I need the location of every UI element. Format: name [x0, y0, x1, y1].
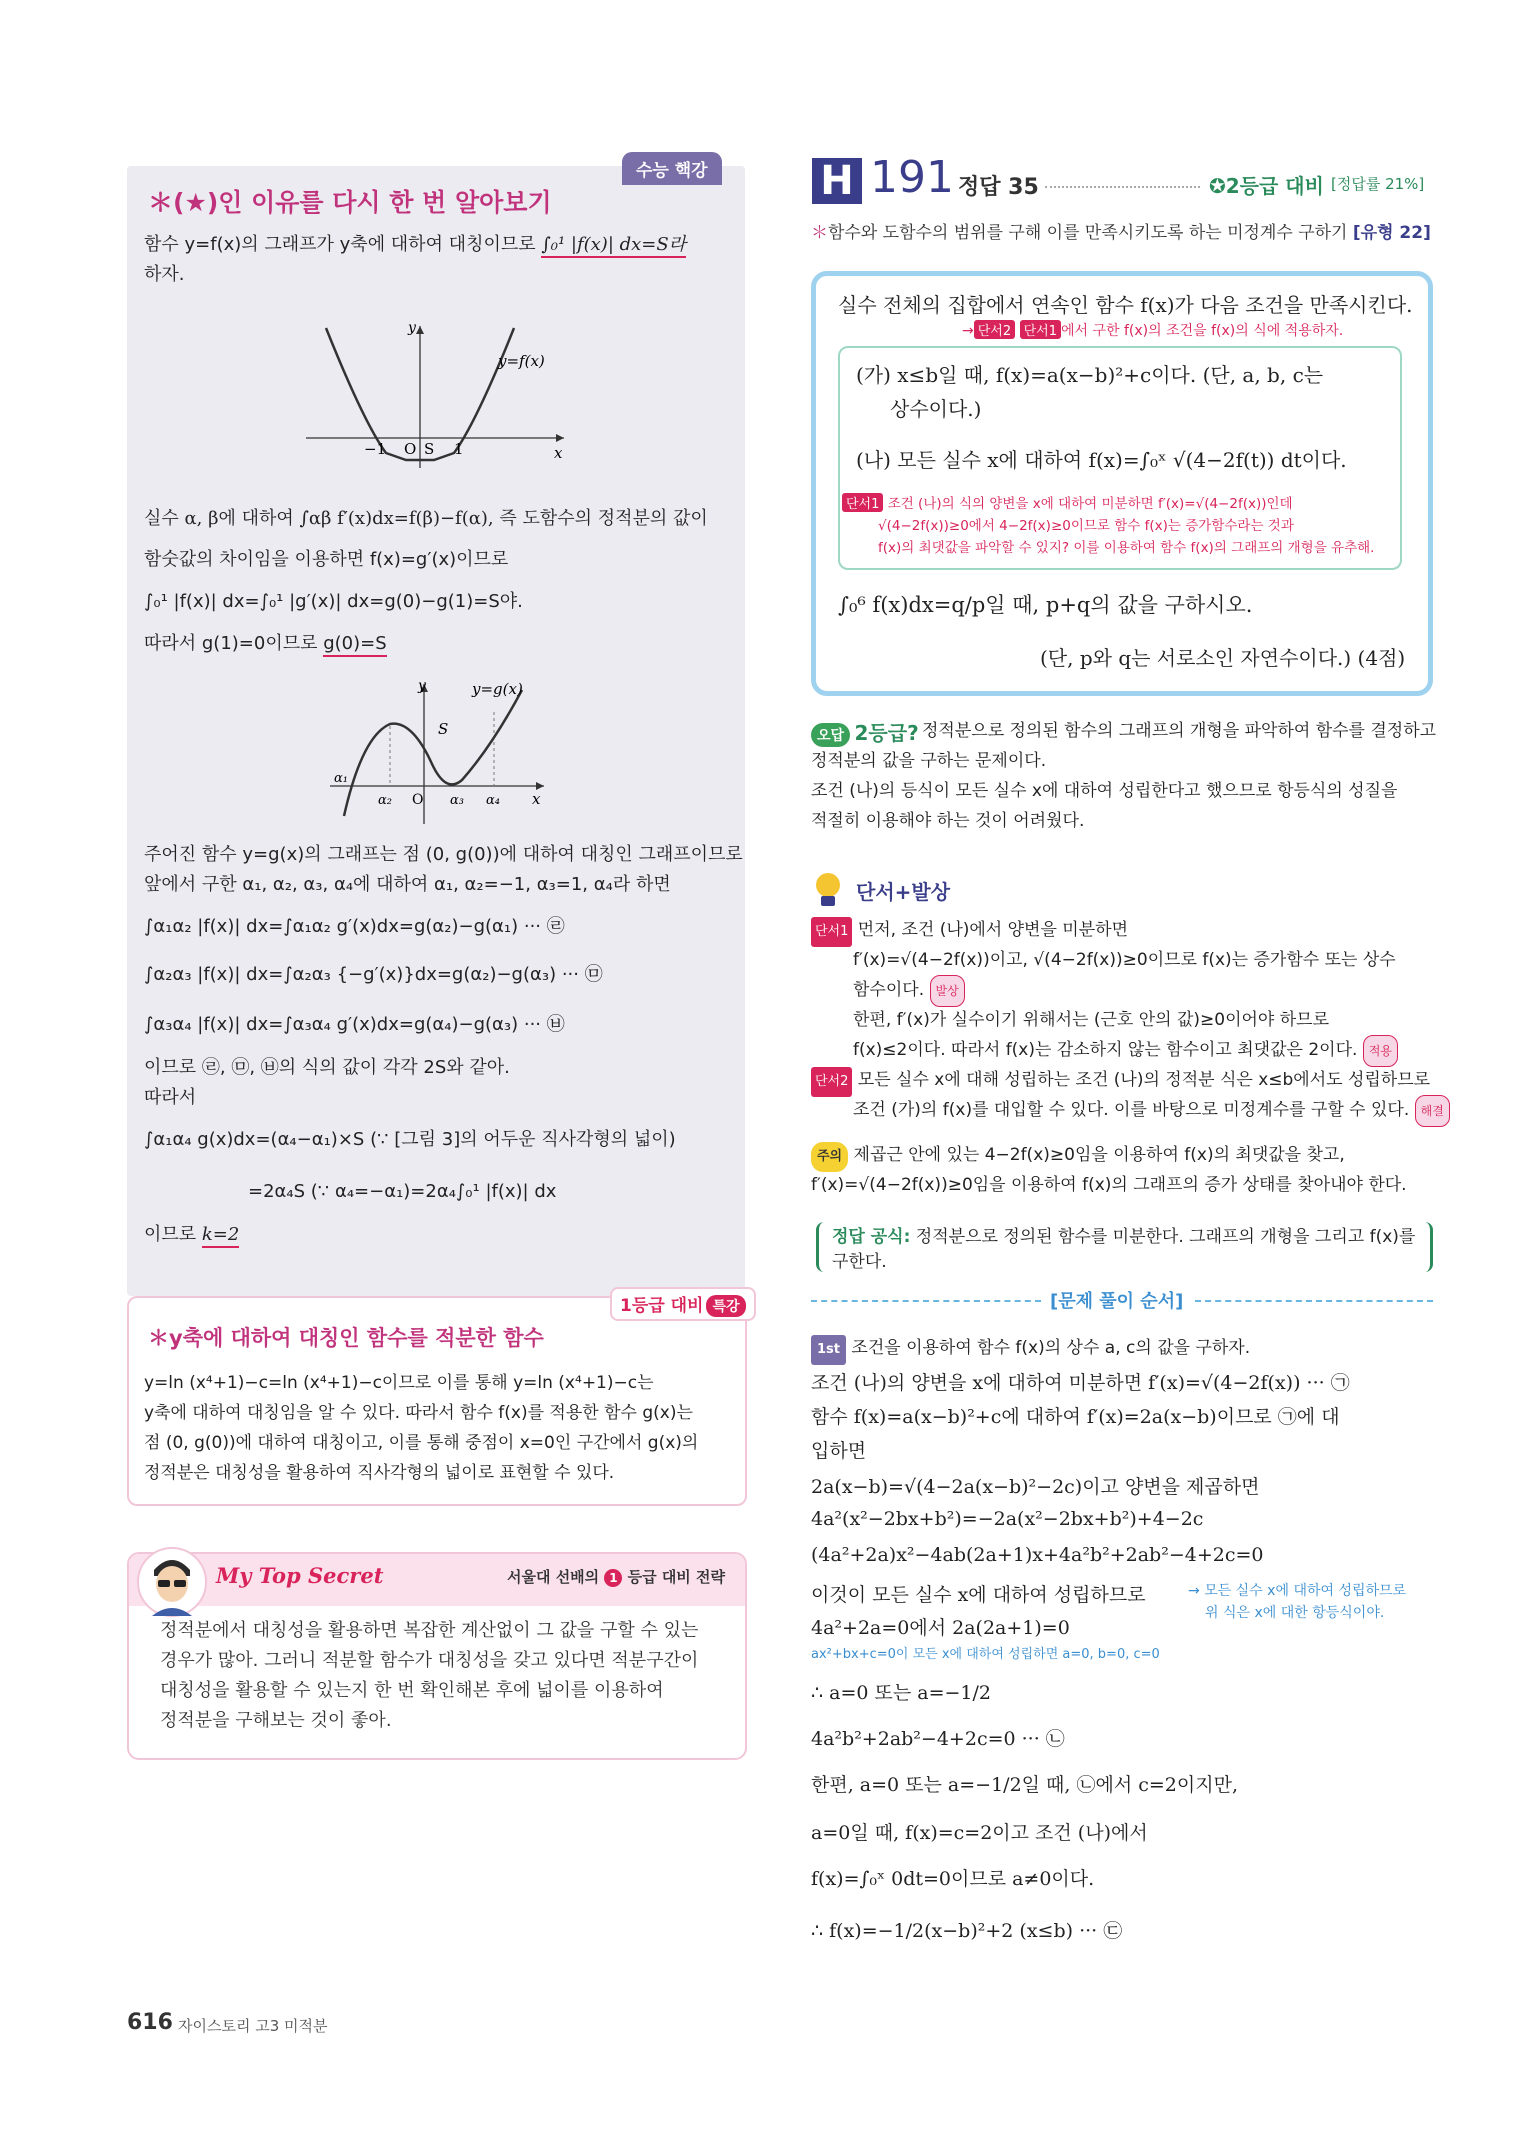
- sol-line11: 한편, a=0 또는 a=−1/2일 때, ㉡에서 c=2이지만,: [811, 1774, 1238, 1796]
- box2-line3: 점 (0, g(0))에 대하여 대칭이고, 이를 통해 중점이 x=0인 구간에서 g(x)의: [144, 1433, 699, 1453]
- solve-badge: 해결: [1415, 1095, 1450, 1127]
- graph-g-symmetric: [322, 676, 562, 828]
- page-number: 616: [127, 2010, 173, 2035]
- tick-alpha4: α₄: [486, 793, 500, 808]
- intro-line-2: 하자.: [144, 264, 185, 285]
- correct-rate: [정답률 21%]: [1331, 175, 1425, 193]
- side-note-text1: 모든 실수 x에 대하여 성립하므로: [1204, 1583, 1407, 1599]
- type-label: [유형 22]: [1352, 223, 1431, 243]
- k-equals-2: k=2: [202, 1224, 239, 1248]
- secret-line1: 정적분에서 대칭성을 활용하면 복잡한 계산없이 그 값을 구할 수 있는: [160, 1620, 699, 1641]
- tick-alpha2: α₂: [378, 793, 392, 808]
- clue-tag-2: 단서2: [811, 1067, 852, 1097]
- sol-line13: f(x)=∫₀ˣ 0dt=0이므로 a≠0이다.: [811, 1868, 1095, 1890]
- answer-label: 정답 35: [958, 175, 1039, 200]
- tick-minus1: −1: [364, 440, 387, 458]
- x-axis-label: x: [554, 444, 563, 462]
- para4: 따라서: [144, 1087, 197, 1108]
- para1-line4-text: 따라서 g(1)=0이므로: [144, 633, 324, 654]
- para1-line4: [144, 631, 387, 657]
- equation-2: ∫α₂α₃ |f(x)| dx=∫α₂α₃ {−g′(x)}dx=g(α₂)−g(α₃) ··· ㉤: [144, 964, 603, 985]
- problem-subtitle: [811, 218, 1431, 243]
- clue-line4: 한편, f′(x)가 실수이기 위해서는 (근호 안의 값)≥0이어야 하므로: [853, 1010, 1330, 1030]
- curve-label-f: y=f(x): [498, 352, 545, 370]
- level-badge: [1209, 170, 1324, 199]
- para5-text: 이므로: [144, 1224, 202, 1245]
- dotted-leader: [1045, 186, 1200, 188]
- y-axis-label: y: [408, 320, 416, 336]
- clue-tag-1: 단서1: [811, 917, 852, 947]
- sub-text-b: 등급 대비 전략: [622, 1568, 725, 1586]
- caution-line1: [811, 1140, 1345, 1172]
- level-text: 2등급 대비: [1225, 174, 1324, 198]
- clue-text3: 함수이다.: [853, 980, 925, 1000]
- grade-number-badge: 1: [604, 1569, 622, 1587]
- condition-ga-2: 상수이다.): [890, 397, 982, 421]
- idea-badge: 발상: [930, 975, 965, 1007]
- clue-line2: f′(x)=√(4−2f(x))이고, √(4−2f(x))≥0이므로 f(x)는 증가함수 또는 상수: [853, 950, 1396, 970]
- graph-f-symmetric: [296, 318, 576, 478]
- para3: 이므로 ㉣, ㉤, ㉥의 식의 값이 각각 2S와 같아.: [144, 1057, 510, 1078]
- clue-title: 단서+발상: [856, 880, 951, 904]
- tab-1grade: [610, 1287, 756, 1321]
- clue-line6: [811, 1065, 1430, 1097]
- equation-3: ∫α₃α₄ |f(x)| dx=∫α₃α₄ g′(x)dx=g(α₄)−g(α₃) ··· ㉥: [144, 1014, 565, 1035]
- tick-alpha3: α₃: [450, 793, 464, 808]
- caution-text1: 제곱근 안에 있는 4−2f(x)≥0임을 이용하여 f(x)의 최댓값을 찾고,: [853, 1145, 1345, 1165]
- tick-origin: O: [404, 440, 417, 458]
- condition-ga: (가) x≤b일 때, f(x)=a(x−b)²+c이다. (단, a, b, c는: [856, 363, 1324, 387]
- intro-line: [144, 232, 686, 258]
- apply-badge: 적용: [1363, 1035, 1398, 1067]
- lightbulb-icon: [811, 870, 845, 904]
- area-label-S: S: [438, 720, 449, 738]
- arrow-icon: →: [1188, 1583, 1200, 1599]
- box2-title: [148, 1322, 544, 1352]
- why-level: 2등급?: [854, 721, 919, 745]
- problem-H-badge: H: [812, 158, 862, 204]
- step-1st-badge: 1st: [811, 1335, 846, 1365]
- tick-alpha1: α₁: [334, 771, 348, 786]
- avatar: [134, 1540, 210, 1620]
- asterisk-icon: ＊: [148, 1326, 169, 1350]
- sol-line5: 4a²(x²−2bx+b²)=−2a(x²−2bx+b²)+4−2c: [811, 1508, 1204, 1530]
- sol-line10: 4a²b²+2ab²−4+2c=0 ··· ㉡: [811, 1728, 1065, 1750]
- my-top-secret-title: My Top Secret: [216, 1563, 384, 1588]
- clue-text5: f(x)≤2이다. 따라서 f(x)는 감소하지 않는 함수이고 최댓값은 2이다.: [853, 1040, 1358, 1060]
- para1-line3: ∫₀¹ |f(x)| dx=∫₀¹ |g′(x)| dx=g(0)−g(1)=S야.: [144, 591, 523, 612]
- sol-line8-note: ax²+bx+c=0이 모든 x에 대하여 성립하면 a=0, b=0, c=0: [811, 1647, 1160, 1662]
- clue-text1: 먼저, 조건 (나)에서 양변을 미분하면: [857, 920, 1128, 940]
- sol-line1: 조건 (나)의 양변을 x에 대하여 미분하면 f′(x)=√(4−2f(x)) ··· ㉠: [811, 1372, 1350, 1394]
- hint2-line1: [842, 492, 1293, 512]
- para2-line2: 앞에서 구한 α₁, α₂, α₃, α₄에 대하여 α₁, α₂=−1, α₃=1, α₄라 하면: [144, 874, 671, 895]
- para2-line1: 주어진 함수 y=g(x)의 그래프는 점 (0, g(0))에 대하여 대칭인 그래프이므로: [144, 844, 743, 865]
- sol-line3: 입하면: [811, 1440, 867, 1462]
- step1-line: [811, 1333, 1250, 1365]
- para5: [144, 1222, 239, 1248]
- formula-line2: 구한다.: [832, 1252, 887, 1272]
- clue-line7: [853, 1095, 1450, 1127]
- sol-line7: 이것이 모든 실수 x에 대하여 성립하므로: [811, 1584, 1146, 1606]
- clue-text7: 조건 (가)의 f(x)를 대입할 수 있다. 이를 바탕으로 미정계수를 구할 수 있다.: [853, 1100, 1410, 1120]
- why-line1: 정적분으로 정의된 함수의 그래프의 개형을 파악하여 함수를 결정하고: [922, 721, 1437, 741]
- formula-text1: 정적분으로 정의된 함수를 미분한다. 그래프의 개형을 그리고 f(x)를: [910, 1227, 1416, 1247]
- question-condition: (단, p와 q는 서로소인 자연수이다.) (4점): [1040, 646, 1406, 670]
- y-axis-label-2: y: [418, 678, 426, 694]
- equation-5: =2α₄S (∵ α₄=−α₁)=2α₄∫₀¹ |f(x)| dx: [248, 1181, 557, 1202]
- question: ∫₀⁶ f(x)dx=q/p일 때, p+q의 값을 구하시오.: [838, 593, 1253, 617]
- hint-text: 에서 구한 f(x)의 조건을 f(x)의 식에 적용하자.: [1060, 323, 1344, 339]
- condition-na: (나) 모든 실수 x에 대하여 f(x)=∫₀ˣ √(4−2f(t)) dt이다.: [856, 448, 1347, 472]
- sol-line4: 2a(x−b)=√(4−2a(x−b)²−2c)이고 양변을 제곱하면: [811, 1476, 1260, 1498]
- curve-label-g: y=g(x): [472, 680, 523, 698]
- sol-line8: 4a²+2a=0에서 2a(2a+1)=0: [811, 1617, 1070, 1639]
- sub-text-a: 서울대 선배의: [507, 1568, 605, 1586]
- why-line2: 정적분의 값을 구하는 문제이다.: [811, 751, 1047, 771]
- tab-1grade-label: 1등급 대비: [620, 1296, 704, 1316]
- hint2-tag: 단서1: [842, 493, 883, 512]
- hint-tag-1: 단서1: [1020, 320, 1061, 339]
- side-note-1: [1188, 1580, 1406, 1600]
- formula-title: 정답 공식:: [832, 1227, 911, 1247]
- asterisk-icon: ＊: [811, 223, 828, 243]
- hint2-line2: √(4−2f(x))≥0에서 4−2f(x)≥0이므로 함수 f(x)는 증가함수라는 것과: [878, 518, 1294, 534]
- clue-line1: [811, 915, 1128, 947]
- clue-text6: 모든 실수 x에 대해 성립하는 조건 (나)의 정적분 식은 x≤b에서도 성립하므로: [857, 1070, 1431, 1090]
- step1-text: 조건을 이용하여 함수 f(x)의 상수 a, c의 값을 구하자.: [851, 1338, 1251, 1358]
- intro-text: 함수 y=f(x)의 그래프가 y축에 대하여 대칭이므로: [144, 234, 536, 255]
- tab-suneung: 수능 핵강: [622, 152, 722, 185]
- tick-1: 1: [454, 440, 464, 458]
- problem-number: 191: [870, 152, 954, 203]
- clue-line5: [853, 1035, 1398, 1067]
- my-top-secret-sub: [507, 1566, 725, 1587]
- order-dash-right: [1195, 1300, 1433, 1302]
- box2-line2: y축에 대하여 대칭임을 알 수 있다. 따라서 함수 f(x)를 적용한 함수 g(x)는: [144, 1403, 693, 1423]
- tick-origin-2: O: [412, 792, 424, 808]
- order-dash-left: [811, 1300, 1041, 1302]
- g0-equals-S: g(0)=S: [323, 633, 386, 657]
- solution-order-title: [문제 풀이 순서]: [1050, 1291, 1184, 1312]
- why-header: [811, 717, 919, 747]
- hint-line: [962, 320, 1343, 340]
- secret-line3: 대칭성을 활용할 수 있는지 한 번 확인해본 후에 넓이를 이용하여: [160, 1680, 664, 1701]
- asterisk-icon: ＊: [148, 188, 174, 217]
- caution-line2: f′(x)=√(4−2f(x))≥0임을 이용하여 f(x)의 그래프의 증가 상태를 찾아내야 한다.: [811, 1175, 1407, 1195]
- subtitle-text: 함수와 도함수의 범위를 구해 이를 만족시키도록 하는 미정계수 구하기: [828, 223, 1348, 243]
- sol-line2: 함수 f(x)=a(x−b)²+c에 대하여 f′(x)=2a(x−b)이므로 ㉠에 대: [811, 1406, 1340, 1428]
- sol-line12: a=0일 때, f(x)=c=2이고 조건 (나)에서: [811, 1822, 1148, 1844]
- side-note-2: 위 식은 x에 대한 항등식이야.: [1205, 1605, 1385, 1621]
- caution-badge: 주의: [811, 1142, 848, 1172]
- why-line3: 조건 (나)의 등식이 모든 실수 x에 대하여 성립한다고 했으므로 항등식의 성질을: [811, 781, 1398, 801]
- section-title: [148, 183, 552, 219]
- hint2-text1: 조건 (나)의 식의 양변을 x에 대하여 미분하면 f′(x)=√(4−2f(x))인데: [887, 496, 1293, 512]
- box2-line1: y=ln (x⁴+1)−c=ln (x⁴+1)−c이므로 이를 통해 y=ln (x⁴+1)−c는: [144, 1373, 654, 1393]
- section-title-text: (★)인 이유를 다시 한 번 알아보기: [173, 188, 552, 217]
- sol-line14: ∴ f(x)=−1/2(x−b)²+2 (x≤b) ··· ㉢: [811, 1920, 1123, 1942]
- equation-1: ∫α₁α₂ |f(x)| dx=∫α₁α₂ g′(x)dx=g(α₂)−g(α₁) ··· ㉣: [144, 916, 565, 937]
- problem-line1: 실수 전체의 집합에서 연속인 함수 f(x)가 다음 조건을 만족시킨다.: [838, 293, 1413, 317]
- clue-line3: [853, 975, 965, 1007]
- sol-line9: ∴ a=0 또는 a=−1/2: [811, 1682, 991, 1704]
- hint-tag-2: 단서2: [974, 320, 1015, 339]
- box2-line4: 정적분은 대칭성을 활용하여 직사각형의 넓이로 표현할 수 있다.: [144, 1463, 615, 1483]
- intro-math: ∫₀¹ |f(x)| dx=S라: [541, 234, 686, 258]
- sol-line6: (4a²+2a)x²−4ab(2a+1)x+4a²b²+2ab²−4+2c=0: [811, 1544, 1264, 1566]
- arrow-icon: →: [962, 323, 974, 339]
- book-title: 자이스토리 고3 미적분: [178, 2017, 328, 2035]
- why-line4: 적절히 이용해야 하는 것이 어려웠다.: [811, 811, 1085, 831]
- star-icon: ✪: [1209, 174, 1226, 198]
- why-badge: 오답: [811, 723, 850, 747]
- secret-line2: 경우가 많아. 그러니 적분할 함수가 대칭성을 갖고 있다면 적분구간이: [160, 1650, 699, 1671]
- hint2-line3: f(x)의 최댓값을 파악할 수 있지? 이를 이용하여 함수 f(x)의 그래프의 개형을 유추해.: [878, 540, 1375, 556]
- x-axis-label-2: x: [532, 790, 541, 808]
- secret-line4: 정적분을 구해보는 것이 좋아.: [160, 1710, 392, 1731]
- para1-line1: 실수 α, β에 대하여 ∫αβ f′(x)dx=f(β)−f(α), 즉 도함수의 정적분의 값이: [144, 508, 708, 529]
- box2-title-text: y축에 대하여 대칭인 함수를 적분한 함수: [169, 1326, 544, 1350]
- formula-line1: [832, 1222, 1415, 1252]
- tab-1grade-badge: 특강: [706, 1295, 745, 1317]
- equation-4: ∫α₁α₄ g(x)dx=(α₄−α₁)×S (∵ [그림 3]의 어두운 직사각형의 넓이): [144, 1129, 676, 1150]
- para1-line2: 함숫값의 차이임을 이용하면 f(x)=g′(x)이므로: [144, 549, 509, 570]
- tick-S: S: [424, 440, 435, 458]
